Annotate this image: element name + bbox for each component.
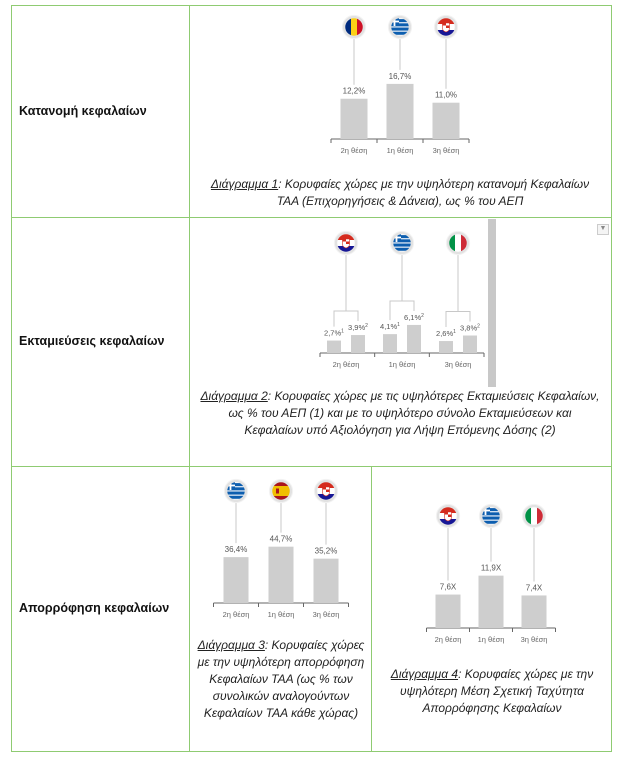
data-label: 3,9%$^2$ [348,323,368,333]
chart-4 [420,500,570,648]
data-label: 11,9X [480,563,502,573]
bar [383,334,397,353]
caption-number: Διάγραμμα 4 [390,667,459,681]
data-label: 2,7%$^1$ [324,328,344,338]
greece-flag-icon [224,479,247,502]
footnote-marker: 2 [365,323,368,330]
category-label: 3η θέση [432,146,460,155]
data-label: 7,6X [439,582,457,592]
data-label: 4,1%$^1$ [380,322,400,332]
footnote-marker: 1 [453,329,456,336]
category-label: 3η θέση [520,635,548,644]
caption-text: : Κορυφαίες χώρες με την υψηλότερη απορρόφηση Κεφαλαίων ΤΑΑ (ως % των συνολικών αναλογούντων Κεφαλαίων ΤΑΑ κάθε χώρας) [197,638,365,720]
category-label: 3η θέση [444,360,472,369]
category-label: 2η θέση [222,610,250,619]
bar [314,559,339,603]
bar [439,341,453,353]
chart-3 [205,472,355,624]
caption-number: Διάγραμμα 1 [210,177,279,191]
category-label: 1η θέση [386,146,414,155]
croatia-flag-icon [334,231,357,254]
row-divider [11,217,612,218]
chart-1 [310,8,480,168]
caption-number: Διάγραμμα 2 [200,389,268,403]
bar [463,336,477,353]
category-label: 1η θέση [267,610,295,619]
bar [522,595,547,628]
bar [269,547,294,603]
category-label: 2η θέση [434,635,462,644]
caption-3 [196,637,366,722]
spain-flag-icon [269,479,292,502]
greece-flag-icon [479,504,502,527]
greece-flag-icon [388,15,411,38]
caption-text: : Κορυφαίες χώρες με την υψηλότερη κατανομή Κεφαλαίων ΤΑΑ (Επιχορηγήσεις & Δάνεια), ως % του ΑΕΠ [276,177,590,208]
bar [479,576,504,628]
data-label: 11,0% [434,90,458,100]
croatia-flag-icon [436,504,459,527]
category-label: 2η θέση [340,146,368,155]
row-label: Εκταμιεύσεις κεφαλαίων [19,334,165,348]
data-label: 16,7% [388,71,412,81]
caption-1 [205,176,595,210]
bar [407,325,421,353]
data-label: 12,2% [342,86,366,96]
column-divider [371,466,372,752]
footnote-marker: 2 [421,312,424,319]
footnote-marker: 1 [397,322,400,329]
bar [436,595,461,628]
caption-2 [198,388,602,439]
bar [387,84,414,139]
caption-text: : Κορυφαίες χώρες με την υψηλότερη Μέση Σχετική Ταχύτητα Απορρόφησης Κεφαλαίων [400,667,594,715]
category-label: 1η θέση [477,635,505,644]
bar [433,103,460,139]
bar [327,341,341,353]
category-label: 1η θέση [388,360,416,369]
row-label: Κατανομή κεφαλαίων [19,104,147,118]
caption-4 [380,666,604,717]
data-label: 3,8%$^2$ [460,323,480,333]
data-label: 35,2% [314,546,338,556]
bar [341,99,368,139]
romania-flag-icon [342,15,365,38]
data-label: 44,7% [269,534,293,544]
italy-flag-icon [522,504,545,527]
data-label: 6,1%$^2$ [404,312,424,322]
data-label: 7,4X [525,583,543,593]
greece-flag-icon [390,231,413,254]
row-divider [11,466,612,467]
column-divider [189,5,190,752]
row-label: Απορρόφηση κεφαλαίων [19,601,170,615]
caption-text: : Κορυφαίες χώρες με τις υψηλότερες Εκταμιεύσεις Κεφαλαίων, ως % του ΑΕΠ (1) και με το υψηλότερο σύνολο Εκταμιεύσεων και Κεφαλαίων υπό Αξιολόγηση για Λήψη Επόμενης Δόσης (2) [228,389,600,437]
chart-2 [310,225,490,375]
footnote-marker: 1 [341,328,344,335]
data-label: 36,4% [224,545,248,555]
bar [224,557,249,603]
data-label: 2,6%$^1$ [436,329,456,339]
dropdown-arrow-icon[interactable]: ▼ [597,224,609,235]
croatia-flag-icon [434,15,457,38]
caption-number: Διάγραμμα 3 [197,638,265,652]
italy-flag-icon [446,231,469,254]
category-label: 3η θέση [312,610,340,619]
footnote-marker: 2 [477,323,480,330]
bar [351,335,365,353]
category-label: 2η θέση [332,360,360,369]
croatia-flag-icon [314,479,337,502]
